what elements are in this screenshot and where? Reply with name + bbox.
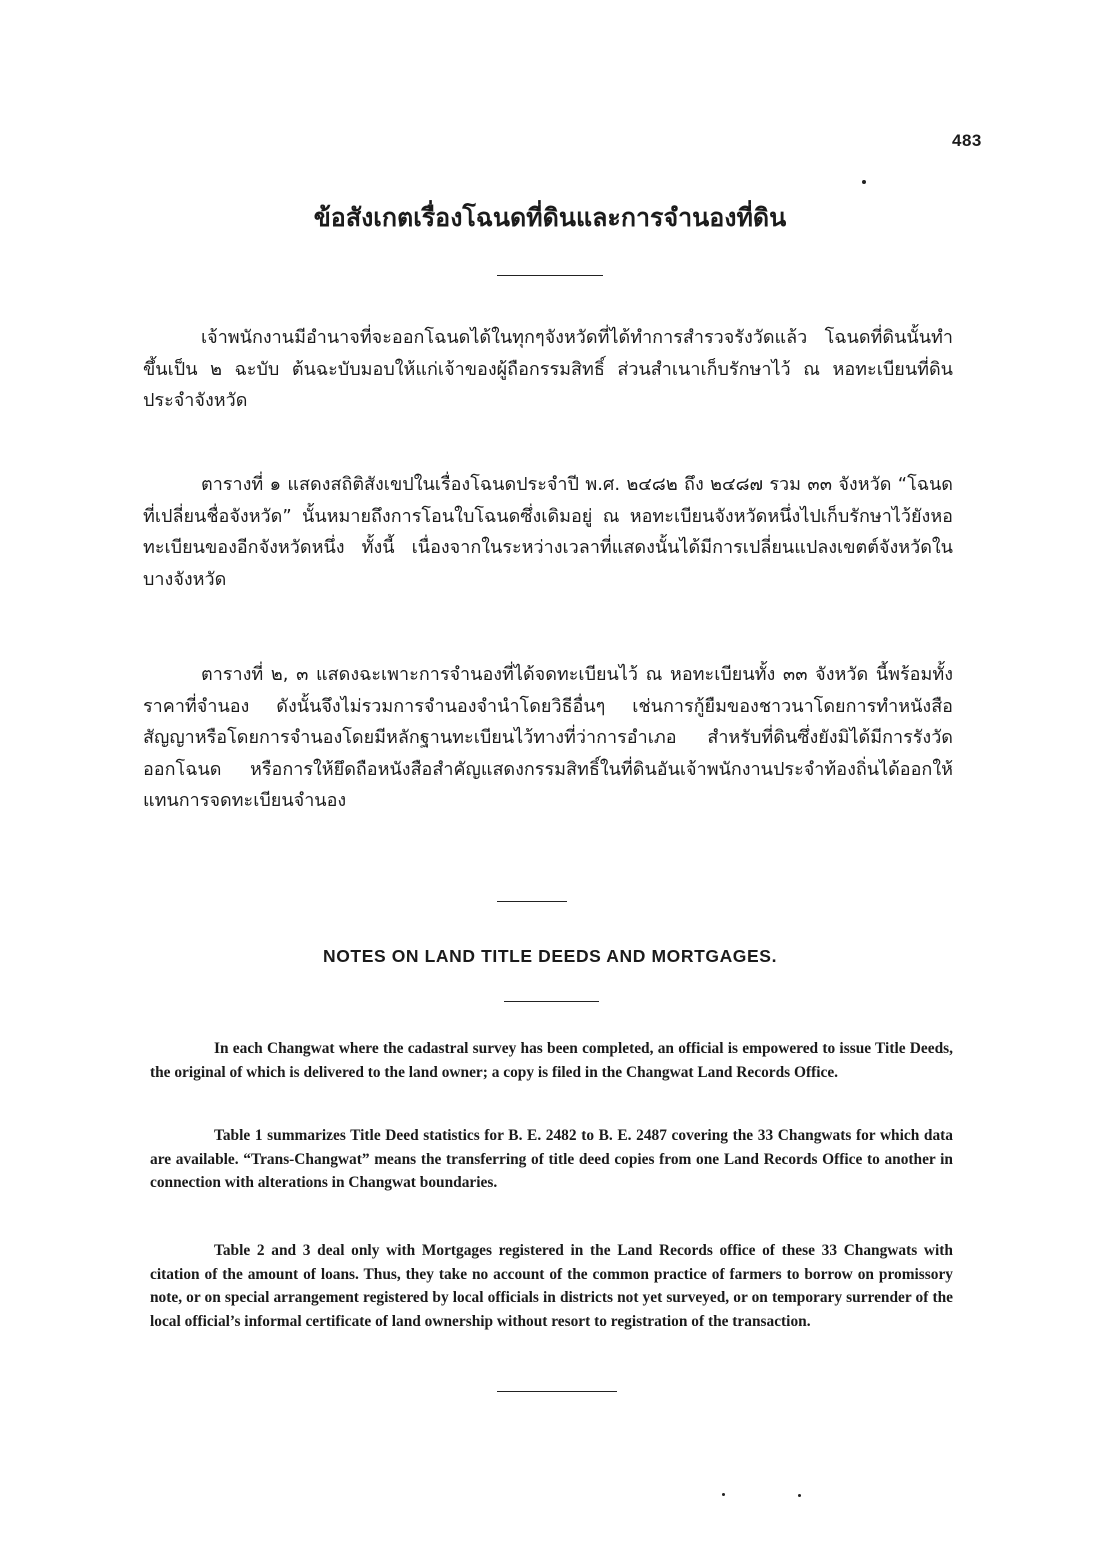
divider-rule	[497, 275, 603, 276]
print-speck	[862, 180, 866, 184]
print-speck	[798, 1494, 801, 1497]
english-paragraph: Table 2 and 3 deal only with Mortgages registered in the Land Records office of these 33 Changwats with citation of the amount of loans. Thus, they take no account of the common practice of farmers to borrow on promissory note, or on special arrangement registered by local officials in districts not yet surveyed, or on temporary surrender of the local official’s informal certificate of land ownership without resort to registration of the transaction.	[150, 1242, 953, 1330]
print-speck	[722, 1493, 725, 1496]
thai-paragraph: ตารางที่ ๑ แสดงสถิติสังเขปในเรื่องโฉนดประจำปี พ.ศ. ๒๔๘๒ ถึง ๒๔๘๗ รวม ๓๓ จังหวัด “โฉนดที่เปลี่ยนชื่อจังหวัด” นั้นหมายถึงการโอนใบโฉนดซึ่งเดิมอยู่ ณ หอทะเบียนจังหวัดหนึ่งไปเก็บรักษาไว้ยังหอทะเบียนของอีกจังหวัดหนึ่ง ทั้งนี้ เนื่องจากในระหว่างเวลาที่แสดงนั้นได้มีการเปลี่ยนแปลงเขตต์จังหวัดในบางจังหวัด	[143, 474, 953, 590]
page-number: 483	[952, 131, 982, 150]
divider-rule	[497, 901, 567, 902]
english-heading: NOTES ON LAND TITLE DEEDS AND MORTGAGES.	[322, 946, 778, 966]
divider-rule	[497, 1391, 617, 1392]
thai-paragraph: ตารางที่ ๒, ๓ แสดงฉะเพาะการจำนองที่ได้จดทะเบียนไว้ ณ หอทะเบียนทั้ง ๓๓ จังหวัด นี้พร้อมทั้งราคาที่จำนอง ดังนั้นจึงไม่รวมการจำนองจำนำโดยวิธีอื่นๆ เช่นการกู้ยืมของชาวนาโดยการทำหนังสือสัญญาหรือโดยการจำนองโดยมีหลักฐานทะเบียนไว้ทางที่ว่าการอำเภอ สำหรับที่ดินซึ่งยังมิได้มีการรังวัดออกโฉนด หรือการให้ยึดถือหนังสือสำคัญแสดงกรรมสิทธิ์ในที่ดินอันเจ้าพนักงานประจำท้องถิ่นได้ออกให้แทนการจดทะเบียนจำนอง	[143, 664, 953, 811]
english-paragraph: Table 1 summarizes Title Deed statistics for B. E. 2482 to B. E. 2487 covering the 33 Changwats for which data are available. “Trans-Changwat” means the transferring of title deed copies from one Land Records Office to another in connection with alterations in Changwat boundaries.	[150, 1127, 953, 1191]
divider-rule	[504, 1001, 599, 1002]
english-paragraph: In each Changwat where the cadastral survey has been completed, an official is empowered to issue Title Deeds, the original of which is delivered to the land owner; a copy is filed in the Changwat Land Records Office.	[150, 1040, 953, 1081]
thai-title: ข้อสังเกตเรื่องโฉนดที่ดินและการจำนองที่ดิน	[313, 203, 787, 232]
thai-paragraph: เจ้าพนักงานมีอำนาจที่จะออกโฉนดได้ในทุกๆจังหวัดที่ได้ทำการสำรวจรังวัดแล้ว โฉนดที่ดินนั้นทำขึ้นเป็น ๒ ฉะบับ ต้นฉะบับมอบให้แก่เจ้าของผู้ถือกรรมสิทธิ์ ส่วนสำเนาเก็บรักษาไว้ ณ หอทะเบียนที่ดินประจำจังหวัด	[143, 327, 953, 411]
